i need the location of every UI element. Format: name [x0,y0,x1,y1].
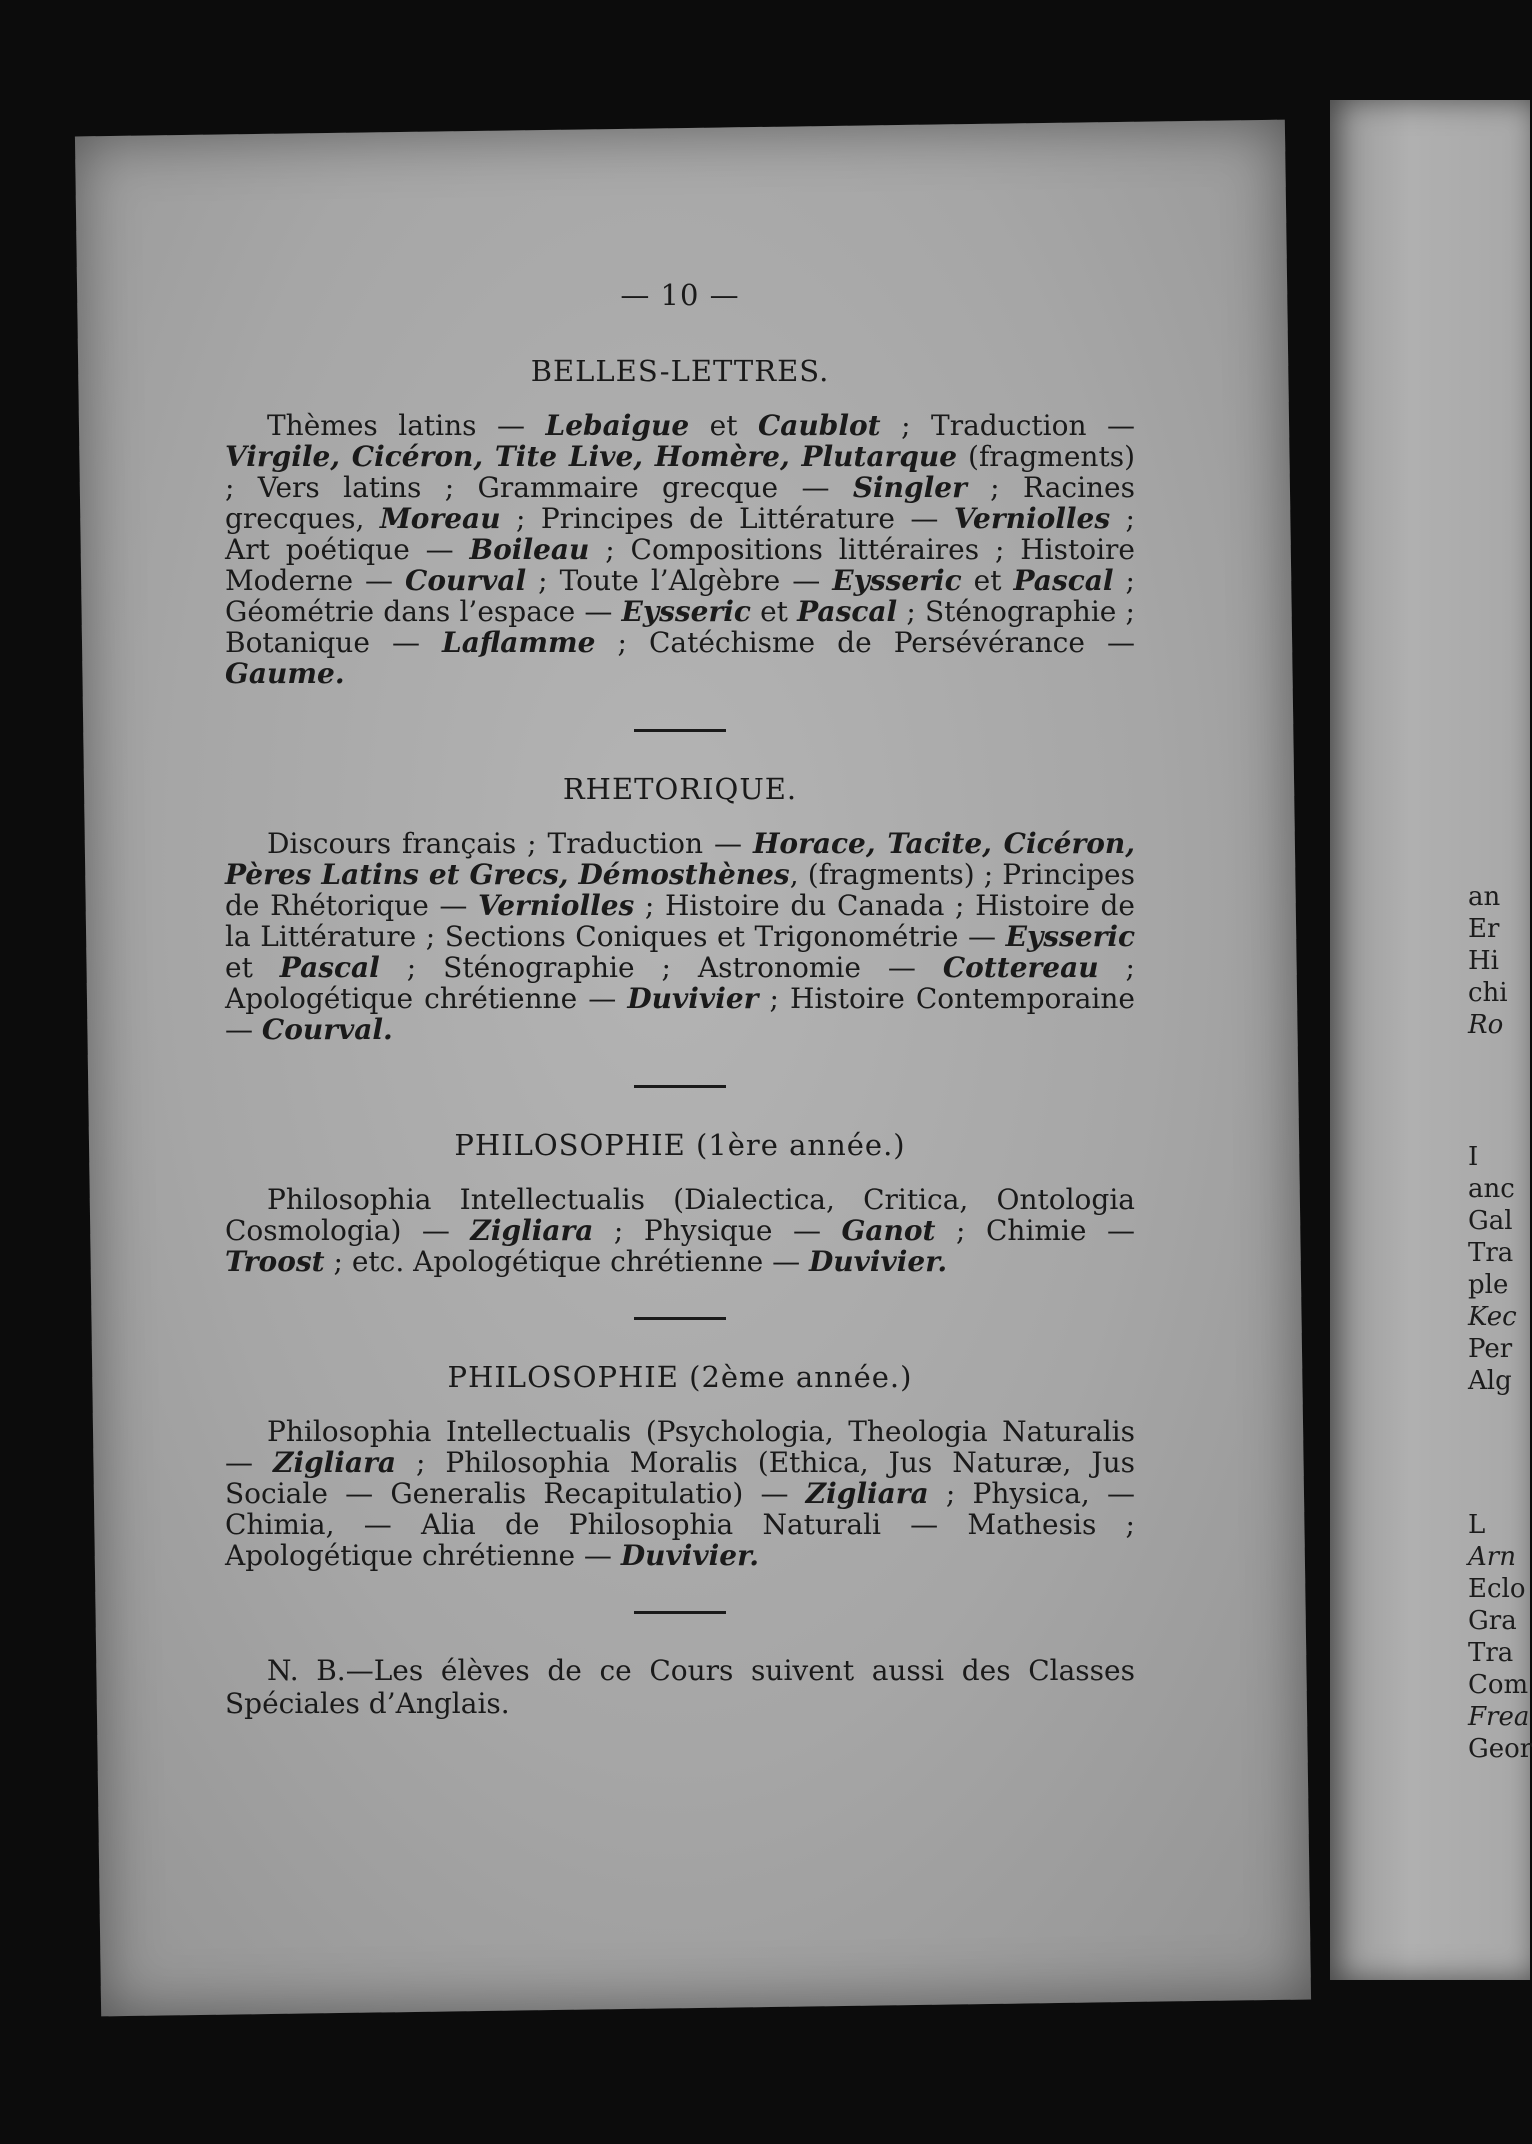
author-name: Zigliara [273,1446,396,1479]
author-name: Horace, Tacite, Cicéron, Pères Latins et Grecs, Démosthènes [225,827,1136,891]
author-name: Lebaigue [545,409,690,442]
section-divider [634,729,726,732]
adjacent-page-fragment: Tra [1468,1238,1514,1268]
section-text-philosophie-1: Philosophia Intellectualis (Dialectica, Critica, Ontologia Cosmologia) — Zigliara ; Physique — Ganot ; Chimie — Troost ; etc. Apologétique chrétienne — Duvivier. [225,1183,1135,1278]
author-name: Eysseric [832,564,962,597]
author-name: Courval [405,564,527,597]
author-name: Cottereau [942,951,1099,984]
section-text-belles-lettres: Thèmes latins — Lebaigue et Caublot ; Traduction — Virgile, Cicéron, Tite Live, Homère, Plutarque (fragments) ; Vers latins ; Grammaire grecque — Singler ; Racines grecques, Moreau ; Principes de Littérature — Verniolles ; Art poétique — Boileau ; Compositions littéraires ; Histoire Moderne — Courval ; Toute l’Algèbre — Eysseric et Pascal ; Géométrie dans l’espace — Eysseric et Pascal ; Sténographie ; Botanique — Laflamme ; Catéchisme de Persévérance — Gaume. [225,409,1136,690]
adjacent-page-fragment: I [1468,1142,1479,1172]
author-name: Caublot [757,409,881,442]
author-name: Eysseric [621,595,751,628]
section-heading-philosophie-1: PHILOSOPHIE (1ère année.) [454,1128,906,1162]
author-name: Eysseric [1005,920,1135,953]
author-name: Duvivier. [808,1245,948,1278]
page-number: — 10 — [620,278,740,312]
page-content [225,278,1135,1720]
adjacent-page-fragment: chi [1468,978,1508,1008]
adjacent-page-fragment: Per [1468,1334,1513,1364]
author-name: Zigliara [470,1214,594,1247]
adjacent-page-fragment: Gra [1468,1606,1517,1636]
adjacent-page-fragment: Ro [1468,1010,1504,1040]
author-name: Laflamme [442,626,596,659]
adjacent-page-fragment: Er [1468,914,1500,944]
author-name: Zigliara [805,1477,929,1510]
adjacent-page-fragment: Com [1468,1670,1529,1700]
adjacent-page-fragment: Frea [1468,1702,1530,1732]
section-divider [634,1611,726,1614]
section-heading-rhetorique: RHETORIQUE. [562,772,798,806]
section-text-philosophie-2: Philosophia Intellectualis (Psychologia, Theologia Naturalis — Zigliara ; Philosophia Moralis (Ethica, Jus Naturæ, Jus Sociale — Generalis Recapitulatio) — Zigliara ; Physica, — Chimia, — Alia de Philosophia Naturali — Mathesis ; Apologétique chrétienne — Duvivier. [225,1415,1136,1572]
adjacent-page-fragment: Geor [1468,1734,1532,1764]
section-text-rhetorique: Discours français ; Traduction — Horace, Tacite, Cicéron, Pères Latins et Grecs, Démosthènes, (fragments) ; Principes de Rhétorique — Verniolles ; Histoire du Canada ; Histoire de la Littérature ; Sections Coniques et Trigonométrie — Eysseric et Pascal ; Sténographie ; Astronomie — Cottereau ; Apologétique chrétienne — Duvivier ; Histoire Contemporaine — Courval. [225,827,1136,1046]
author-name: Verniolles [953,502,1111,535]
author-name: Ganot [841,1214,936,1247]
author-name: Moreau [379,502,501,535]
adjacent-page-fragment: Gal [1468,1206,1513,1236]
adjacent-page-fragment: Kec [1468,1302,1517,1332]
author-name: Gaume. [225,657,345,690]
author-name: Verniolles [478,889,635,922]
adjacent-page-fragment: Hi [1468,946,1499,976]
author-name: Duvivier. [620,1539,760,1572]
adjacent-page-fragment: anc [1468,1174,1515,1204]
author-name: Pascal [1013,564,1114,597]
section-divider [634,1085,726,1088]
author-name: Boileau [469,533,590,566]
section-divider [634,1317,726,1320]
adjacent-page-fragment: Alg [1468,1366,1512,1396]
author-name: Singler [852,471,967,504]
author-name: Virgile, Cicéron, Tite Live, Homère, Plutarque [225,440,958,473]
note-text: N. B.—Les élèves de ce Cours suivent aussi des Classes Spéciales d’Anglais. [225,1654,1135,1720]
adjacent-page-fragment: Eclo [1468,1574,1526,1604]
adjacent-page-fragment: Arn [1468,1542,1516,1572]
adjacent-page-fragment: ple [1468,1270,1509,1300]
adjacent-page-fragment: an [1468,882,1501,912]
adjacent-page-fragment: L [1468,1510,1486,1540]
adjacent-page-fragment: Tra [1468,1638,1514,1668]
author-name: Troost [225,1245,325,1278]
author-name: Pascal [279,951,380,984]
author-name: Courval. [261,1013,393,1046]
author-name: Pascal [797,595,898,628]
author-name: Duvivier [627,982,759,1015]
section-heading-philosophie-2: PHILOSOPHIE (2ème année.) [447,1360,913,1394]
section-heading-belles-lettres: BELLES-LETTRES. [530,354,830,388]
